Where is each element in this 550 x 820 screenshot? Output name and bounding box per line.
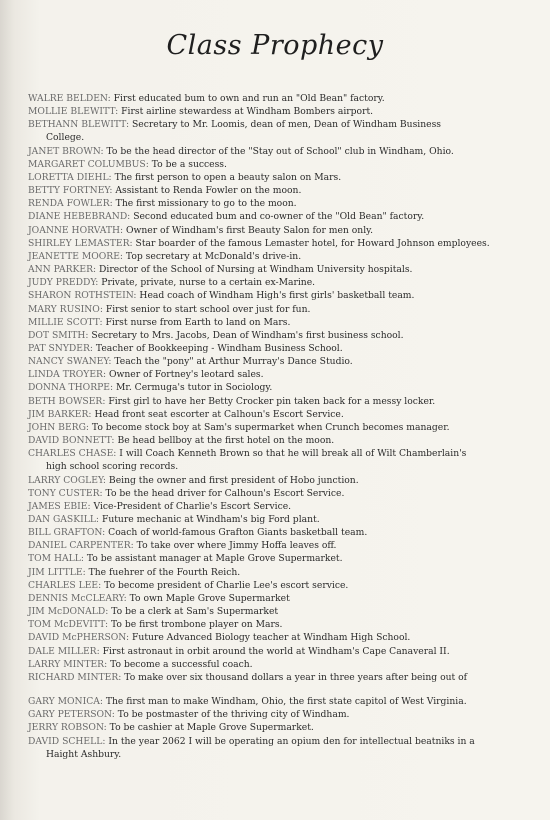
prophecy-entry: [28, 118, 536, 144]
prophecy-text: Director of the School of Nursing at Windham University hospitals.: [96, 264, 413, 276]
prophecy-entry: [28, 526, 536, 539]
student-name: BILL GRAFTON:: [28, 527, 106, 539]
prophecy-text: Secretary to Mrs. Jacobs, Dean of Windham's first business school.: [88, 329, 404, 341]
student-name: MARGARET COLUMBUS:: [28, 158, 149, 170]
prophecy-entry: [28, 210, 536, 223]
student-name: JEANETTE MOORE:: [28, 250, 124, 262]
prophecy-text: Top secretary at McDonald's drive-in.: [123, 250, 302, 262]
prophecy-entry: [28, 434, 536, 447]
student-name: GARY PETERSON:: [28, 709, 115, 721]
prophecy-entry: [28, 276, 536, 289]
prophecy-text: To take over where Jimmy Hoffa leaves off.: [133, 540, 337, 552]
prophecy-entry: [28, 421, 536, 434]
prophecy-text: To be the head director of the "Stay out of School" club in Windham, Ohio.: [103, 145, 454, 157]
paragraph-gap: [28, 684, 536, 695]
prophecy-entry: [28, 145, 536, 158]
student-name: DANIEL CARPENTER:: [28, 540, 134, 552]
prophecy-entry: [28, 197, 536, 210]
prophecy-text: First nurse from Earth to land on Mars.: [102, 316, 291, 328]
student-name: JIM LITTLE:: [28, 566, 86, 578]
prophecy-text: The fuehrer of the Fourth Reich.: [85, 566, 241, 578]
student-name: NANCY SWANEY:: [28, 356, 112, 368]
prophecy-text: To be the head driver for Calhoun's Escort Service.: [102, 487, 345, 499]
prophecy-text: Owner of Fortney's leotard sales.: [106, 369, 264, 381]
prophecy-text: Star boarder of the famous Lemaster hotel, for Howard Johnson employees.: [132, 237, 490, 249]
student-name: LARRY MINTER:: [28, 658, 108, 670]
student-name: JUDY PREDDY:: [28, 277, 99, 289]
student-name: GARY MONICA:: [28, 696, 103, 708]
student-name: CHARLES LEE:: [28, 579, 102, 591]
prophecy-entry: [28, 329, 536, 342]
prophecy-list: [28, 92, 536, 761]
prophecy-text: To become stock boy at Sam's supermarket when Crunch becomes manager.: [89, 421, 450, 433]
prophecy-entry: [28, 513, 536, 526]
prophecy-entry: [28, 645, 536, 658]
student-name: JERRY ROBSON:: [28, 722, 107, 734]
student-name: WALRE BELDEN:: [28, 93, 111, 104]
student-name: DAVID SCHELL:: [28, 735, 106, 747]
prophecy-entry: [28, 708, 536, 721]
prophecy-entry: [28, 342, 536, 355]
prophecy-text: Head front seat escorter at Calhoun's Escort Service.: [91, 408, 344, 420]
prophecy-text: The first missionary to go to the moon.: [112, 198, 297, 210]
prophecy-text: Future mechanic at Windham's big Ford plant.: [99, 514, 320, 525]
student-name: BETHANN BLEWITT:: [28, 119, 130, 131]
prophecy-text: The first man to make Windham, Ohio, the first state capitol of West Virginia.: [102, 696, 467, 708]
prophecy-text: In the year 2062 I will be operating an opium den for intellectual beatniks in a: [105, 735, 475, 747]
student-name: MARY RUSINO:: [28, 303, 103, 315]
prophecy-text: To own Maple Grove Supermarket: [126, 592, 290, 604]
student-name: JIM BARKER:: [28, 408, 92, 420]
student-name: JOHN BERG:: [28, 421, 89, 433]
student-name: LORETTA DIEHL:: [28, 171, 112, 183]
student-name: DAVID BONNETT:: [28, 435, 115, 447]
student-name: MOLLIE BLEWITT:: [28, 106, 119, 118]
prophecy-entry: [28, 671, 536, 684]
prophecy-text: To be a clerk at Sam's Supermarket: [108, 606, 279, 618]
prophecy-entry: [28, 184, 536, 197]
prophecy-text: To become a successful coach.: [107, 658, 253, 670]
prophecy-text: First educated bum to own and run an "Old Bean" factory.: [110, 93, 385, 104]
prophecy-entry: [28, 658, 536, 671]
prophecy-entry: [28, 158, 536, 171]
prophecy-entry: [28, 618, 536, 631]
prophecy-text: Be head bellboy at the first hotel on the moon.: [114, 435, 335, 447]
prophecy-text: To make over six thousand dollars a year in three years after being out of: [121, 671, 468, 683]
prophecy-entry: [28, 695, 536, 708]
prophecy-entry: [28, 171, 536, 184]
student-name: TOM HALL:: [28, 553, 84, 565]
prophecy-entry: [28, 487, 536, 500]
prophecy-text: Assistant to Renda Fowler on the moon.: [112, 185, 302, 197]
prophecy-text: To be a success.: [148, 158, 227, 170]
student-name: MILLIE SCOTT:: [28, 316, 103, 328]
prophecy-text: Coach of world-famous Grafton Giants basketball team.: [105, 527, 368, 539]
prophecy-text: Teach the "pony" at Arthur Murray's Dance Studio.: [111, 356, 353, 368]
prophecy-entry: [28, 263, 536, 276]
prophecy-entry: [28, 408, 536, 421]
student-name: DOT SMITH:: [28, 329, 89, 341]
prophecy-entry: [28, 735, 536, 761]
student-name: BETH BOWSER:: [28, 395, 106, 407]
prophecy-entry: [28, 381, 536, 394]
prophecy-text-continued: College.: [46, 132, 85, 144]
prophecy-text: Teacher of Bookkeeping - Windham Business School.: [93, 342, 343, 354]
prophecy-text: To be assistant manager at Maple Grove Supermarket.: [83, 553, 343, 565]
prophecy-entry: [28, 474, 536, 487]
student-name: TONY CUSTER:: [28, 487, 103, 499]
prophecy-entry: [28, 566, 536, 579]
student-name: ANN PARKER:: [28, 264, 97, 276]
prophecy-text: Vice-President of Charlie's Escort Service.: [90, 500, 292, 512]
student-name: LINDA TROYER:: [28, 369, 107, 381]
student-name: LARRY COGLEY:: [28, 474, 107, 486]
student-name: TOM McDEVITT:: [28, 619, 109, 631]
prophecy-text: Future Advanced Biology teacher at Windham High School.: [129, 632, 411, 644]
student-name: JANET BROWN:: [28, 145, 104, 157]
prophecy-entry: [28, 316, 536, 329]
prophecy-text: The first person to open a beauty salon on Mars.: [111, 171, 342, 183]
prophecy-text: To be cashier at Maple Grove Supermarket.: [106, 722, 314, 734]
prophecy-text: First airline stewardess at Windham Bombers airport.: [118, 106, 374, 118]
student-name: DALE MILLER:: [28, 645, 100, 657]
prophecy-text: Second educated bum and co-owner of the "Old Bean" factory.: [130, 211, 425, 223]
prophecy-entry: [28, 355, 536, 368]
student-name: CHARLES CHASE:: [28, 448, 117, 460]
prophecy-entry: [28, 552, 536, 565]
prophecy-entry: [28, 250, 536, 263]
prophecy-entry: [28, 592, 536, 605]
prophecy-text: To be postmaster of the thriving city of Windham.: [114, 709, 350, 721]
student-name: RICHARD MINTER:: [28, 671, 122, 683]
prophecy-entry: [28, 539, 536, 552]
student-name: JAMES EBIE:: [28, 500, 91, 512]
prophecy-text-continued: Haight Ashbury.: [46, 748, 122, 760]
prophecy-text: First senior to start school over just for fun.: [102, 303, 311, 315]
prophecy-text-continued: high school scoring records.: [46, 461, 179, 473]
prophecy-entry: [28, 631, 536, 644]
prophecy-text: Head coach of Windham High's first girls' basketball team.: [136, 290, 415, 302]
page-title: Class Prophecy: [166, 30, 384, 61]
prophecy-entry: [28, 395, 536, 408]
prophecy-text: To be first trombone player on Mars.: [108, 619, 283, 631]
prophecy-entry: [28, 500, 536, 513]
prophecy-entry: [28, 237, 536, 250]
prophecy-entry: [28, 579, 536, 592]
student-name: PAT SNYDER:: [28, 342, 94, 354]
prophecy-text: I will Coach Kenneth Brown so that he will break all of Wilt Chamberlain's: [116, 448, 467, 460]
prophecy-entry: [28, 447, 536, 473]
student-name: DONNA THORPE:: [28, 382, 114, 394]
student-name: DENNIS McCLEARY:: [28, 592, 127, 604]
prophecy-text: First astronaut in orbit around the world at Windham's Cape Canaveral II.: [99, 645, 450, 657]
prophecy-text: Secretary to Mr. Loomis, dean of men, Dean of Windham Business: [129, 119, 442, 131]
student-name: SHIRLEY LEMASTER:: [28, 237, 133, 249]
prophecy-text: Being the owner and first president of Hobo junction.: [106, 474, 359, 486]
prophecy-text: Mr. Cermuga's tutor in Sociology.: [113, 382, 273, 394]
student-name: DAN GASKILL:: [28, 514, 100, 525]
student-name: DIANE HEBEBRAND:: [28, 211, 131, 223]
prophecy-entry: [28, 303, 536, 316]
prophecy-entry: [28, 105, 536, 118]
student-name: JIM McDONALD:: [28, 606, 109, 618]
prophecy-text: First girl to have her Betty Crocker pin taken back for a messy locker.: [105, 395, 436, 407]
prophecy-text: Owner of Windham's first Beauty Salon for men only.: [123, 224, 374, 236]
prophecy-entry: [28, 92, 536, 105]
student-name: RENDA FOWLER:: [28, 198, 113, 210]
prophecy-entry: [28, 721, 536, 734]
student-name: DAVID McPHERSON:: [28, 632, 130, 644]
student-name: SHARON ROTHSTEIN:: [28, 290, 137, 302]
prophecy-entry: [28, 289, 536, 302]
prophecy-text: To become president of Charlie Lee's escort service.: [101, 579, 349, 591]
prophecy-entry: [28, 368, 536, 381]
prophecy-text: Private, private, nurse to a certain ex-Marine.: [98, 277, 316, 289]
prophecy-entry: [28, 224, 536, 237]
prophecy-entry: [28, 605, 536, 618]
student-name: BETTY FORTNEY:: [28, 185, 113, 197]
student-name: JOANNE HORVATH:: [28, 224, 124, 236]
